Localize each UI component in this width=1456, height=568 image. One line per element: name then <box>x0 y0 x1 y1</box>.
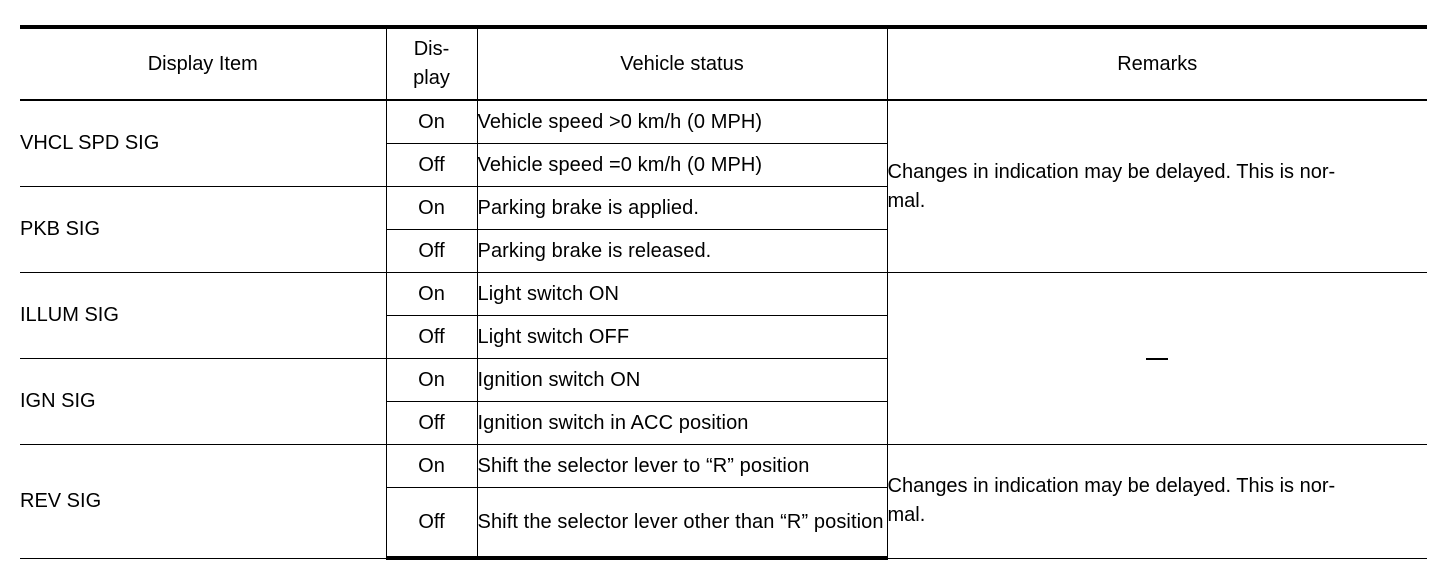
vehicle-status: Vehicle speed >0 km/h (0 MPH) <box>477 100 887 144</box>
header-vehicle-status: Vehicle status <box>477 27 887 100</box>
table-row <box>20 100 1427 144</box>
display-value: On <box>386 273 477 316</box>
header-display-item: Display Item <box>20 27 386 100</box>
display-value: On <box>386 187 477 230</box>
vehicle-status: Vehicle speed =0 km/h (0 MPH) <box>477 144 887 187</box>
display-value: On <box>386 100 477 144</box>
vehicle-status: Ignition switch in ACC position <box>477 402 887 445</box>
display-value: On <box>386 445 477 488</box>
display-value: Off <box>386 144 477 187</box>
remarks-none-dash <box>887 273 1427 445</box>
item-vhcl-spd-sig: VHCL SPD SIG <box>20 100 386 187</box>
vehicle-status: Parking brake is released. <box>477 230 887 273</box>
display-value: Off <box>386 230 477 273</box>
dash-mark <box>1146 358 1168 360</box>
header-row <box>20 27 1427 100</box>
item-rev-sig: REV SIG <box>20 445 386 559</box>
item-ign-sig: IGN SIG <box>20 359 386 445</box>
display-value: Off <box>386 402 477 445</box>
vehicle-status: Light switch OFF <box>477 316 887 359</box>
display-value: Off <box>386 488 477 559</box>
table-row <box>20 445 1427 488</box>
display-value: Off <box>386 316 477 359</box>
display-value: On <box>386 359 477 402</box>
remarks-note: Changes in indication may be delayed. This is nor- mal. <box>887 445 1427 559</box>
item-illum-sig: ILLUM SIG <box>20 273 386 359</box>
item-pkb-sig: PKB SIG <box>20 187 386 273</box>
vehicle-status: Light switch ON <box>477 273 887 316</box>
table-row <box>20 273 1427 316</box>
header-remarks: Remarks <box>887 27 1427 100</box>
vehicle-status: Shift the selector lever to “R” position <box>477 445 887 488</box>
header-display: Dis- play <box>386 27 477 100</box>
vehicle-status: Shift the selector lever other than “R” position <box>477 488 887 559</box>
signal-display-table <box>20 25 1427 560</box>
remarks-note: Changes in indication may be delayed. This is nor- mal. <box>887 100 1427 273</box>
vehicle-status: Ignition switch ON <box>477 359 887 402</box>
vehicle-status: Parking brake is applied. <box>477 187 887 230</box>
